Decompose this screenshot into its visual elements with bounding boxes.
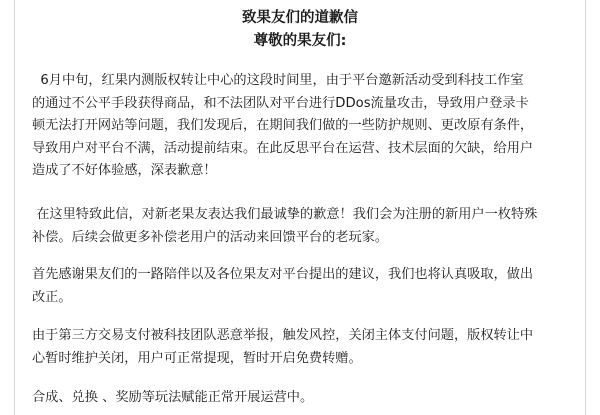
paragraph-line: 导致用户对平台不满，活动提前结束。在此反思平台在运营、技术层面的欠缺，给用户 bbox=[32, 140, 534, 156]
paragraph-line: 合成、兑换 、奖励等玩法赋能正常开展运营中。 bbox=[32, 390, 314, 405]
paragraph-3 bbox=[32, 264, 574, 309]
paragraph-line: 心暂时维护关闭，用户可正常提现，暂时开启免费转赠。 bbox=[32, 350, 362, 366]
paragraph-1 bbox=[32, 70, 574, 183]
paragraph-line: 顿无法打开网站等问题，我们发现后，在期间我们做的一些防护规则、更改原有条件， bbox=[32, 118, 534, 133]
paragraph-4 bbox=[32, 325, 574, 370]
paragraph-line: 在这里特致此信，对新老果友表达我们最诚挚的歉意！我们会为注册的新用户一枚特殊 bbox=[32, 207, 538, 222]
paragraph-line: 由于第三方交易支付被科技团队恶意举报，触发风控，关闭主体支付问题，版权转让中 bbox=[32, 328, 534, 343]
paragraph-line: 改正。 bbox=[32, 289, 72, 305]
paragraph-line: 造成了不好体验感，深表歉意！ bbox=[32, 163, 217, 178]
paragraph-line: 6月中旬，红果内测版权转让中心的这段时间里，由于平台邀新活动受到科技工作室 bbox=[32, 73, 524, 88]
letter-salutation: 尊敬的果友们: bbox=[253, 33, 347, 49]
letter-card bbox=[14, 0, 586, 415]
paragraph-5 bbox=[32, 387, 574, 410]
paragraph-line: 的通过不公平手段获得商品，和不法团队对平台进行DDos流量攻击，导致用户登录卡 bbox=[32, 95, 529, 111]
paragraph-line: 补偿。后续会做更多补偿老用户的活动来回馈平台的老玩家。 bbox=[32, 229, 389, 245]
paragraph-line: 首先感谢果友们的一路陪伴以及各位果友对平台提出的建议，我们也将认真吸取，做出 bbox=[32, 267, 534, 282]
letter-title: 致果友们的道歉信 bbox=[242, 10, 358, 26]
paragraph-2 bbox=[32, 204, 574, 249]
